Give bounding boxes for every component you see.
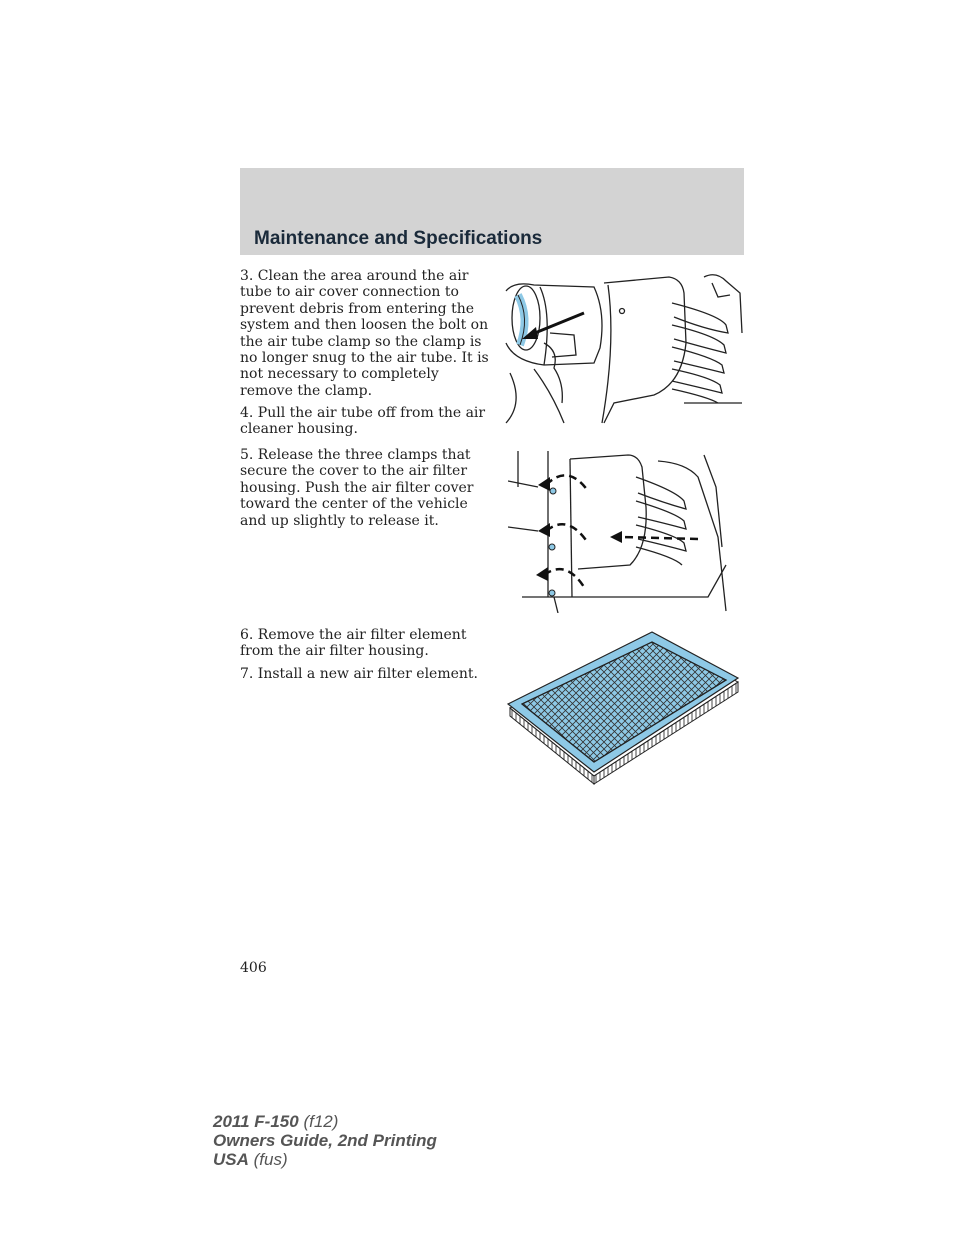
page-number: 406 [240,960,267,976]
step-6-text: 6. Remove the air filter element from the air filter housing. [240,627,467,660]
footer-line-region [213,1150,437,1169]
footer-region-code: (fus) [253,1150,288,1169]
step-5-text: 5. Release the three clamps that secure the cover to the air filter housing. Push the air filter cover toward the center of the vehicle and up slightly to release it. [240,447,474,529]
air-filter-element-illustration [506,630,742,785]
section-title: Maintenance and Specifications [254,228,543,249]
footer-line-model [213,1112,437,1131]
footer-model: 2011 F-150 [213,1112,299,1131]
footer-region: USA [213,1150,249,1169]
step-3-text: 3. Clean the area around the air tube to air cover connection to prevent debris from entering the system and then loosen the bolt on the air tube clamp so the clamp is no longer snug to the air tube. It is not necessary to completely remove the clamp. [240,268,489,399]
step-4-text: 4. Pull the air tube off from the air cleaner housing. [240,405,486,438]
footer-guide: Owners Guide, 2nd Printing [213,1131,437,1150]
document-footer [213,1112,437,1169]
footer-line-guide [213,1131,437,1150]
step-7-text: 7. Install a new air filter element. [240,666,478,682]
air-tube-clamp-illustration [504,273,744,425]
air-filter-cover-clamps-illustration [508,447,730,613]
footer-model-code: (f12) [303,1112,339,1131]
